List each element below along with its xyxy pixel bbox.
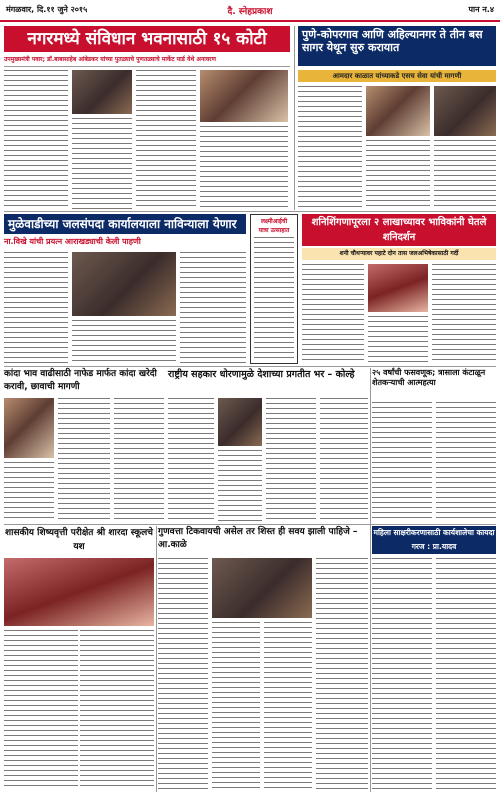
- issue-date: मंगळवार, दि.११ जुने २०१५: [6, 5, 88, 14]
- story10-text-col2: [212, 622, 260, 790]
- story9-headline: शासकीय शिष्यवृत्ती परीक्षेत श्री शारदा स्कूलचे यश: [5, 528, 153, 552]
- separator: [294, 26, 295, 210]
- story1-text-col3: [136, 70, 196, 210]
- story1-text-col2b: [72, 118, 132, 210]
- story10-text-col3: [264, 622, 312, 790]
- story3-text-col2: [72, 320, 176, 364]
- story7-text-col2: [218, 450, 262, 522]
- story8-headline: २५ वर्षांची फसवणूक; त्रासाला कंटाळून शेतकऱ्याची आत्महत्या: [372, 368, 486, 387]
- story8-text-col2: [436, 402, 496, 522]
- story2-text-col1: [298, 86, 362, 210]
- story10-text-col1: [158, 558, 208, 790]
- story9-text-col2: [80, 630, 154, 790]
- story7-text-col4: [320, 398, 368, 522]
- story1-subhead: उपमुख्यमंत्री पवार; डॉ.बाबासाहेब आंबेडकर यांच्या पुतळ्याचे पुणतळ्याचे मार्केट यार्ड येथे अनावरण: [4, 56, 216, 63]
- separator: [4, 211, 496, 212]
- story1-photo-2: [200, 70, 288, 122]
- story3-headline: मुळेवाडीच्या जलसंपदा कार्यालयाला नाविन्याला येणार: [4, 214, 246, 234]
- story7-photo: [218, 398, 262, 446]
- story6-text-col2: [58, 398, 110, 522]
- separator: [4, 366, 496, 367]
- story4-tag2: यात्रा उत्साहात: [258, 227, 290, 234]
- separator: [4, 524, 496, 525]
- story2-text-col3: [434, 140, 496, 210]
- story1-photo-1: [72, 70, 132, 114]
- story11-text-col1: [372, 558, 432, 790]
- story5-text-col1: [302, 264, 364, 364]
- story2-headline: पुणे-कोपरगाव आणि अहिल्यानगर ते तीन बस सागर येथून सुरु करायात: [298, 26, 496, 66]
- story1-headline: नगरमध्ये संविधान भवनासाठी १५ कोटी: [4, 26, 290, 52]
- story3-photo: [72, 252, 176, 316]
- story5-subhead: शनी चौथऱ्यावर पहाटे दोन तास जलअभिषेकासाठी गर्दी: [302, 248, 496, 260]
- story3-text-col3: [180, 252, 246, 364]
- story4-text: [254, 237, 294, 361]
- separator: [156, 526, 157, 792]
- story5-headline: शनिशिंगणापूरला २ लाखाच्यावर भाविकांनी घेतले शनिदर्शन: [302, 214, 496, 246]
- divider: [4, 66, 290, 67]
- separator: [370, 368, 371, 792]
- story5-text-col2: [368, 316, 428, 364]
- story9-photo: [4, 558, 154, 626]
- story10-headline: गुणवत्ता टिकवायची असेल तर शिस्त ही सवय झाली पाहिजे – आ.काळे: [158, 527, 358, 550]
- story7-headline: राष्ट्रीय सहकार धोरणामुळे देशाच्या प्रगतीत भर – कोल्हे: [168, 369, 355, 380]
- story2-photo-2: [434, 86, 496, 136]
- story6-text-col1: [4, 462, 54, 522]
- page-header: [0, 0, 500, 22]
- story1-text-col1: [4, 70, 68, 210]
- story8-text-col1: [372, 402, 432, 522]
- newspaper-brand: दै. स्नेहप्रकाश: [227, 7, 273, 17]
- story1-text-col4: [200, 126, 288, 210]
- story3-text-col1: [4, 252, 68, 364]
- story6-headline: कांदा भाव वाढीसाठी नाफेड मार्फत कांदा खरेदी करावी, छावाची मागणी: [4, 369, 157, 392]
- story3-subhead: ना.विखे यांची प्रयत्न आराखड्याची केली पाहणी: [4, 237, 141, 246]
- story10-photo: [212, 558, 312, 618]
- story6-text-col3: [114, 398, 164, 522]
- story2-photo-1: [366, 86, 430, 136]
- story10-text-col4: [316, 558, 368, 790]
- story11-headline: महिला साक्षरीकरणासाठी कार्यशालेचा कायदा गरज : प्रा.यादव: [372, 526, 496, 554]
- story5-text-col3: [432, 264, 496, 364]
- story4-box: [250, 214, 298, 364]
- story6-photo: [4, 398, 54, 458]
- story5-photo: [368, 264, 428, 312]
- story11-text-col2: [436, 558, 496, 790]
- story4-tag1: लक्ष्मीआईची: [260, 218, 288, 225]
- story7-text-col1: [168, 398, 214, 522]
- story2-text-col2: [366, 140, 430, 210]
- page-number: पान न.४: [468, 5, 494, 14]
- story7-text-col3: [266, 398, 316, 522]
- story2-tag: आमदार काळात यांच्याकडे एसच सेवा यांची मागणी: [298, 70, 496, 82]
- story9-text-col1: [4, 630, 78, 790]
